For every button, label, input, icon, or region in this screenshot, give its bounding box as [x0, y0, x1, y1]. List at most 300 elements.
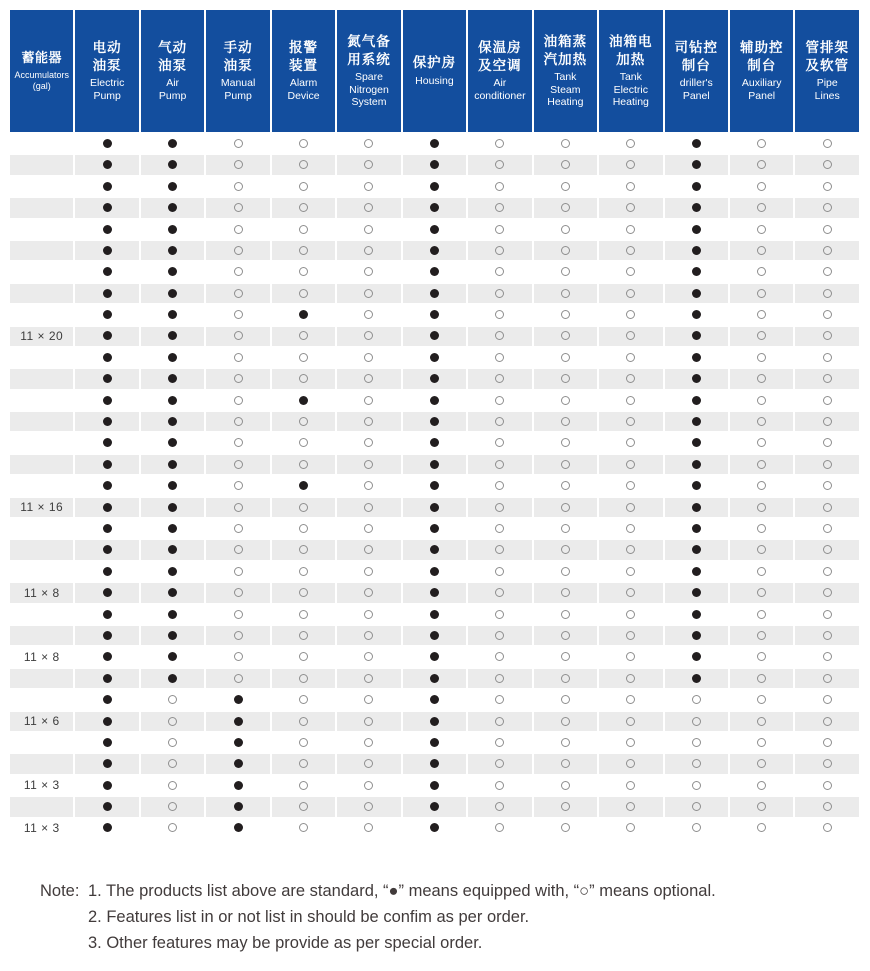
optional-dot-icon [299, 610, 308, 619]
accumulator-size-cell [10, 669, 73, 688]
feature-cell [206, 605, 269, 624]
feature-cell [206, 519, 269, 538]
optional-dot-icon [299, 759, 308, 768]
feature-cell [141, 519, 204, 538]
accumulator-size-cell [10, 348, 73, 367]
feature-cell [795, 391, 859, 410]
equipped-dot-icon [692, 674, 701, 683]
feature-cell [337, 241, 400, 260]
optional-dot-icon [299, 503, 308, 512]
feature-cell [403, 669, 466, 688]
feature-cell [534, 284, 597, 303]
optional-dot-icon [495, 759, 504, 768]
feature-cell [75, 819, 138, 838]
optional-dot-icon [561, 823, 570, 832]
optional-dot-icon [757, 396, 766, 405]
optional-dot-icon [823, 567, 832, 576]
optional-dot-icon [495, 182, 504, 191]
feature-cell [75, 754, 138, 773]
optional-dot-icon [299, 738, 308, 747]
table-row [10, 391, 859, 410]
feature-cell [599, 519, 662, 538]
equipped-dot-icon [168, 438, 177, 447]
feature-cell [141, 177, 204, 196]
equipped-dot-icon [692, 503, 701, 512]
optional-dot-icon [495, 460, 504, 469]
feature-cell [206, 305, 269, 324]
accumulator-size-label: 11 × 3 [23, 778, 60, 793]
zh-line: 油泵 [158, 57, 188, 73]
feature-cell [272, 262, 335, 281]
feature-cell [534, 540, 597, 559]
optional-dot-icon [495, 674, 504, 683]
feature-cell [795, 177, 859, 196]
optional-dot-icon [299, 438, 308, 447]
table-row [10, 455, 859, 474]
feature-cell [141, 819, 204, 838]
feature-cell [75, 177, 138, 196]
feature-cell [665, 519, 728, 538]
optional-dot-icon [364, 524, 373, 533]
optional-dot-icon [495, 738, 504, 747]
optional-dot-icon [626, 203, 635, 212]
feature-cell [206, 819, 269, 838]
feature-cell [795, 712, 859, 731]
optional-dot-icon [234, 374, 243, 383]
column-header-auxiliary-panel [730, 10, 793, 132]
table-head-row [10, 10, 859, 132]
feature-cell [534, 819, 597, 838]
equipped-dot-icon [430, 246, 439, 255]
feature-cell [272, 348, 335, 367]
equipped-dot-icon [692, 331, 701, 340]
feature-cell [665, 155, 728, 174]
optional-dot-icon [364, 674, 373, 683]
equipped-dot-icon [168, 567, 177, 576]
accumulator-size-cell [10, 605, 73, 624]
table-row [10, 712, 859, 731]
equipped-dot-icon [168, 524, 177, 533]
equipped-dot-icon [103, 182, 112, 191]
feature-cell [403, 220, 466, 239]
optional-dot-icon [626, 353, 635, 362]
column-title-en [404, 75, 465, 88]
feature-cell [730, 626, 793, 645]
equipped-dot-icon [692, 225, 701, 234]
feature-cell [337, 690, 400, 709]
optional-dot-icon [561, 374, 570, 383]
accumulator-size-cell [10, 733, 73, 752]
feature-cell [795, 348, 859, 367]
equipped-dot-icon [430, 759, 439, 768]
optional-dot-icon [823, 738, 832, 747]
optional-dot-icon [757, 417, 766, 426]
optional-dot-icon [757, 225, 766, 234]
feature-cell [599, 712, 662, 731]
accumulator-size-cell [10, 797, 73, 816]
equipped-dot-icon [168, 610, 177, 619]
optional-dot-icon [823, 225, 832, 234]
feature-cell [534, 519, 597, 538]
feature-cell [141, 690, 204, 709]
column-header-tank-steam-heating [534, 10, 597, 132]
equipped-dot-icon [430, 139, 439, 148]
optional-dot-icon [299, 674, 308, 683]
feature-cell [206, 583, 269, 602]
optional-dot-icon [561, 717, 570, 726]
zh-line: 加热 [616, 51, 646, 67]
feature-cell [730, 819, 793, 838]
optional-dot-icon [823, 802, 832, 811]
equipped-dot-icon [430, 331, 439, 340]
table-row [10, 220, 859, 239]
feature-cell [75, 626, 138, 645]
en-line: Alarm [289, 77, 318, 90]
table-row [10, 134, 859, 153]
feature-cell [599, 776, 662, 795]
optional-dot-icon [168, 759, 177, 768]
feature-cell [337, 819, 400, 838]
optional-dot-icon [299, 631, 308, 640]
feature-cell [665, 241, 728, 260]
equipped-dot-icon [168, 225, 177, 234]
optional-dot-icon [823, 823, 832, 832]
note-text-3: 3. Other features may be provide as per special order. [88, 934, 483, 952]
equipped-dot-icon [692, 396, 701, 405]
en-line: Tank [554, 71, 577, 84]
optional-dot-icon [495, 524, 504, 533]
equipped-dot-icon [168, 353, 177, 362]
feature-cell [468, 198, 531, 217]
optional-dot-icon [757, 781, 766, 790]
zh-line: 油箱蒸 [543, 34, 588, 50]
feature-cell [795, 220, 859, 239]
feature-cell [468, 669, 531, 688]
optional-dot-icon [823, 203, 832, 212]
column-title-zh [600, 33, 661, 68]
feature-cell [272, 626, 335, 645]
feature-cell [534, 754, 597, 773]
optional-dot-icon [234, 396, 243, 405]
feature-cell [468, 776, 531, 795]
feature-cell [730, 412, 793, 431]
equipped-dot-icon [692, 460, 701, 469]
optional-dot-icon [692, 781, 701, 790]
equipped-dot-icon [299, 396, 308, 405]
feature-cell [730, 177, 793, 196]
column-header-drillers-panel [665, 10, 728, 132]
column-header-pipe-lines [795, 10, 859, 132]
feature-cell [75, 455, 138, 474]
equipped-dot-icon [430, 460, 439, 469]
feature-cell [75, 220, 138, 239]
table-row [10, 669, 859, 688]
optional-dot-icon [757, 759, 766, 768]
feature-cell [206, 540, 269, 559]
zh-line: 气动 [158, 40, 188, 56]
equipped-dot-icon [168, 674, 177, 683]
optional-dot-icon [561, 503, 570, 512]
feature-cell [599, 669, 662, 688]
feature-cell [599, 198, 662, 217]
feature-cell [534, 712, 597, 731]
column-title-en [273, 77, 334, 102]
optional-dot-icon [757, 717, 766, 726]
feature-cell [468, 455, 531, 474]
feature-cell [337, 177, 400, 196]
accumulator-size-cell [10, 754, 73, 773]
optional-dot-icon [561, 246, 570, 255]
feature-cell [337, 712, 400, 731]
accumulator-size-cell [10, 284, 73, 303]
feature-cell [468, 241, 531, 260]
optional-dot-icon [757, 652, 766, 661]
accumulator-size-cell [10, 391, 73, 410]
feature-cell [599, 647, 662, 666]
feature-cell [272, 797, 335, 816]
optional-dot-icon [364, 802, 373, 811]
feature-cell [468, 391, 531, 410]
accumulator-size-cell [10, 498, 73, 517]
equipped-dot-icon [103, 203, 112, 212]
feature-cell [75, 797, 138, 816]
optional-dot-icon [561, 781, 570, 790]
optional-dot-icon [757, 524, 766, 533]
optional-dot-icon [757, 503, 766, 512]
feature-cell [795, 412, 859, 431]
feature-cell [141, 498, 204, 517]
feature-cell [534, 583, 597, 602]
feature-cell [665, 797, 728, 816]
feature-cell [730, 241, 793, 260]
feature-cell [468, 134, 531, 153]
en-line: Lines [814, 90, 840, 103]
optional-dot-icon [364, 631, 373, 640]
feature-cell [468, 369, 531, 388]
table-row [10, 605, 859, 624]
equipped-dot-icon [168, 310, 177, 319]
optional-dot-icon [757, 438, 766, 447]
optional-dot-icon [692, 802, 701, 811]
feature-cell [599, 369, 662, 388]
column-title-en [666, 77, 727, 102]
accumulator-size-cell [10, 262, 73, 281]
feature-cell [75, 155, 138, 174]
optional-dot-icon [168, 738, 177, 747]
accumulator-size-cell [10, 562, 73, 581]
equipped-dot-icon [430, 738, 439, 747]
optional-dot-icon [495, 396, 504, 405]
feature-cell [75, 348, 138, 367]
feature-cell [403, 391, 466, 410]
optional-dot-icon [234, 503, 243, 512]
note-text-1: 1. The products list above are standard, “●” means equipped with, “○” means optional. [88, 882, 716, 900]
feature-cell [468, 605, 531, 624]
optional-dot-icon [234, 139, 243, 148]
table-body [10, 134, 859, 838]
equipped-dot-icon [103, 460, 112, 469]
optional-dot-icon [692, 738, 701, 747]
en-line: Tank [619, 71, 642, 84]
feature-cell [141, 305, 204, 324]
optional-dot-icon [626, 139, 635, 148]
optional-dot-icon [495, 588, 504, 597]
equipped-dot-icon [168, 246, 177, 255]
equipped-dot-icon [103, 610, 112, 619]
feature-cell [599, 348, 662, 367]
optional-dot-icon [495, 695, 504, 704]
equipped-dot-icon [168, 374, 177, 383]
equipped-dot-icon [168, 545, 177, 554]
optional-dot-icon [757, 246, 766, 255]
feature-cell [534, 605, 597, 624]
feature-cell [272, 540, 335, 559]
feature-cell [599, 498, 662, 517]
feature-cell [599, 262, 662, 281]
equipped-dot-icon [103, 310, 112, 319]
optional-dot-icon [823, 588, 832, 597]
equipped-dot-icon [168, 160, 177, 169]
en-line: Nitrogen [349, 83, 389, 96]
feature-cell [599, 412, 662, 431]
feature-cell [795, 476, 859, 495]
optional-dot-icon [495, 545, 504, 554]
feature-cell [403, 540, 466, 559]
note-line-2 [40, 904, 840, 930]
optional-dot-icon [495, 139, 504, 148]
feature-cell [337, 540, 400, 559]
optional-dot-icon [626, 524, 635, 533]
optional-dot-icon [561, 438, 570, 447]
accumulator-size-cell [10, 476, 73, 495]
feature-cell [337, 797, 400, 816]
zh-line: 制台 [681, 57, 711, 73]
feature-cell [599, 155, 662, 174]
table-row [10, 305, 859, 324]
feature-cell [206, 155, 269, 174]
equipped-dot-icon [430, 524, 439, 533]
optional-dot-icon [561, 182, 570, 191]
feature-cell [665, 733, 728, 752]
feature-cell [272, 754, 335, 773]
optional-dot-icon [823, 759, 832, 768]
optional-dot-icon [364, 738, 373, 747]
feature-cell [468, 262, 531, 281]
equipped-dot-icon [103, 674, 112, 683]
en-line: Panel [682, 90, 710, 103]
equipped-dot-icon [103, 738, 112, 747]
feature-cell [75, 519, 138, 538]
equipped-dot-icon [692, 481, 701, 490]
optional-dot-icon [168, 695, 177, 704]
optional-dot-icon [561, 652, 570, 661]
optional-dot-icon [757, 695, 766, 704]
feature-cell [468, 754, 531, 773]
column-title-en [469, 77, 530, 102]
optional-dot-icon [299, 225, 308, 234]
feature-cell [75, 712, 138, 731]
optional-dot-icon [364, 289, 373, 298]
table-row [10, 327, 859, 346]
optional-dot-icon [234, 652, 243, 661]
feature-cell [75, 198, 138, 217]
en-line: Device [287, 90, 320, 103]
accumulator-size-cell [10, 412, 73, 431]
optional-dot-icon [823, 438, 832, 447]
feature-cell [468, 626, 531, 645]
optional-dot-icon [561, 139, 570, 148]
feature-cell [468, 712, 531, 731]
feature-cell [468, 476, 531, 495]
equipped-dot-icon [430, 417, 439, 426]
feature-cell [599, 241, 662, 260]
optional-dot-icon [364, 503, 373, 512]
feature-cell [468, 519, 531, 538]
optional-dot-icon [561, 802, 570, 811]
optional-dot-icon [626, 652, 635, 661]
table-row [10, 348, 859, 367]
optional-dot-icon [757, 631, 766, 640]
column-header-housing [403, 10, 466, 132]
column-title-en [600, 71, 661, 109]
optional-dot-icon [495, 823, 504, 832]
en-line: Steam [550, 83, 581, 96]
optional-dot-icon [234, 610, 243, 619]
column-title-zh [404, 54, 465, 72]
feature-cell [534, 647, 597, 666]
feature-cell [665, 498, 728, 517]
feature-cell [206, 669, 269, 688]
feature-cell [141, 669, 204, 688]
optional-dot-icon [561, 203, 570, 212]
optional-dot-icon [495, 160, 504, 169]
column-header-air-conditioner [468, 10, 531, 132]
equipped-dot-icon [103, 652, 112, 661]
optional-dot-icon [495, 331, 504, 340]
feature-cell [403, 134, 466, 153]
equipped-dot-icon [168, 139, 177, 148]
optional-dot-icon [823, 246, 832, 255]
feature-cell [730, 348, 793, 367]
note-line-3 [40, 930, 840, 956]
equipped-dot-icon [430, 781, 439, 790]
optional-dot-icon [495, 374, 504, 383]
feature-cell [599, 433, 662, 452]
column-title-zh [796, 39, 858, 74]
feature-cell [337, 776, 400, 795]
feature-cell [141, 583, 204, 602]
equipped-dot-icon [692, 267, 701, 276]
feature-cell [75, 305, 138, 324]
feature-cell [730, 519, 793, 538]
table-row [10, 433, 859, 452]
feature-cell [468, 498, 531, 517]
optional-dot-icon [364, 823, 373, 832]
feature-cell [206, 220, 269, 239]
zh-line: 装置 [289, 57, 319, 73]
optional-dot-icon [823, 503, 832, 512]
en-line: Pipe [816, 77, 838, 90]
accumulator-size-label: 11 × 16 [20, 500, 64, 515]
optional-dot-icon [626, 246, 635, 255]
optional-dot-icon [364, 567, 373, 576]
feature-cell [795, 134, 859, 153]
column-title-en [731, 77, 792, 102]
feature-cell [403, 733, 466, 752]
feature-cell [730, 220, 793, 239]
feature-cell [206, 369, 269, 388]
feature-cell [468, 540, 531, 559]
